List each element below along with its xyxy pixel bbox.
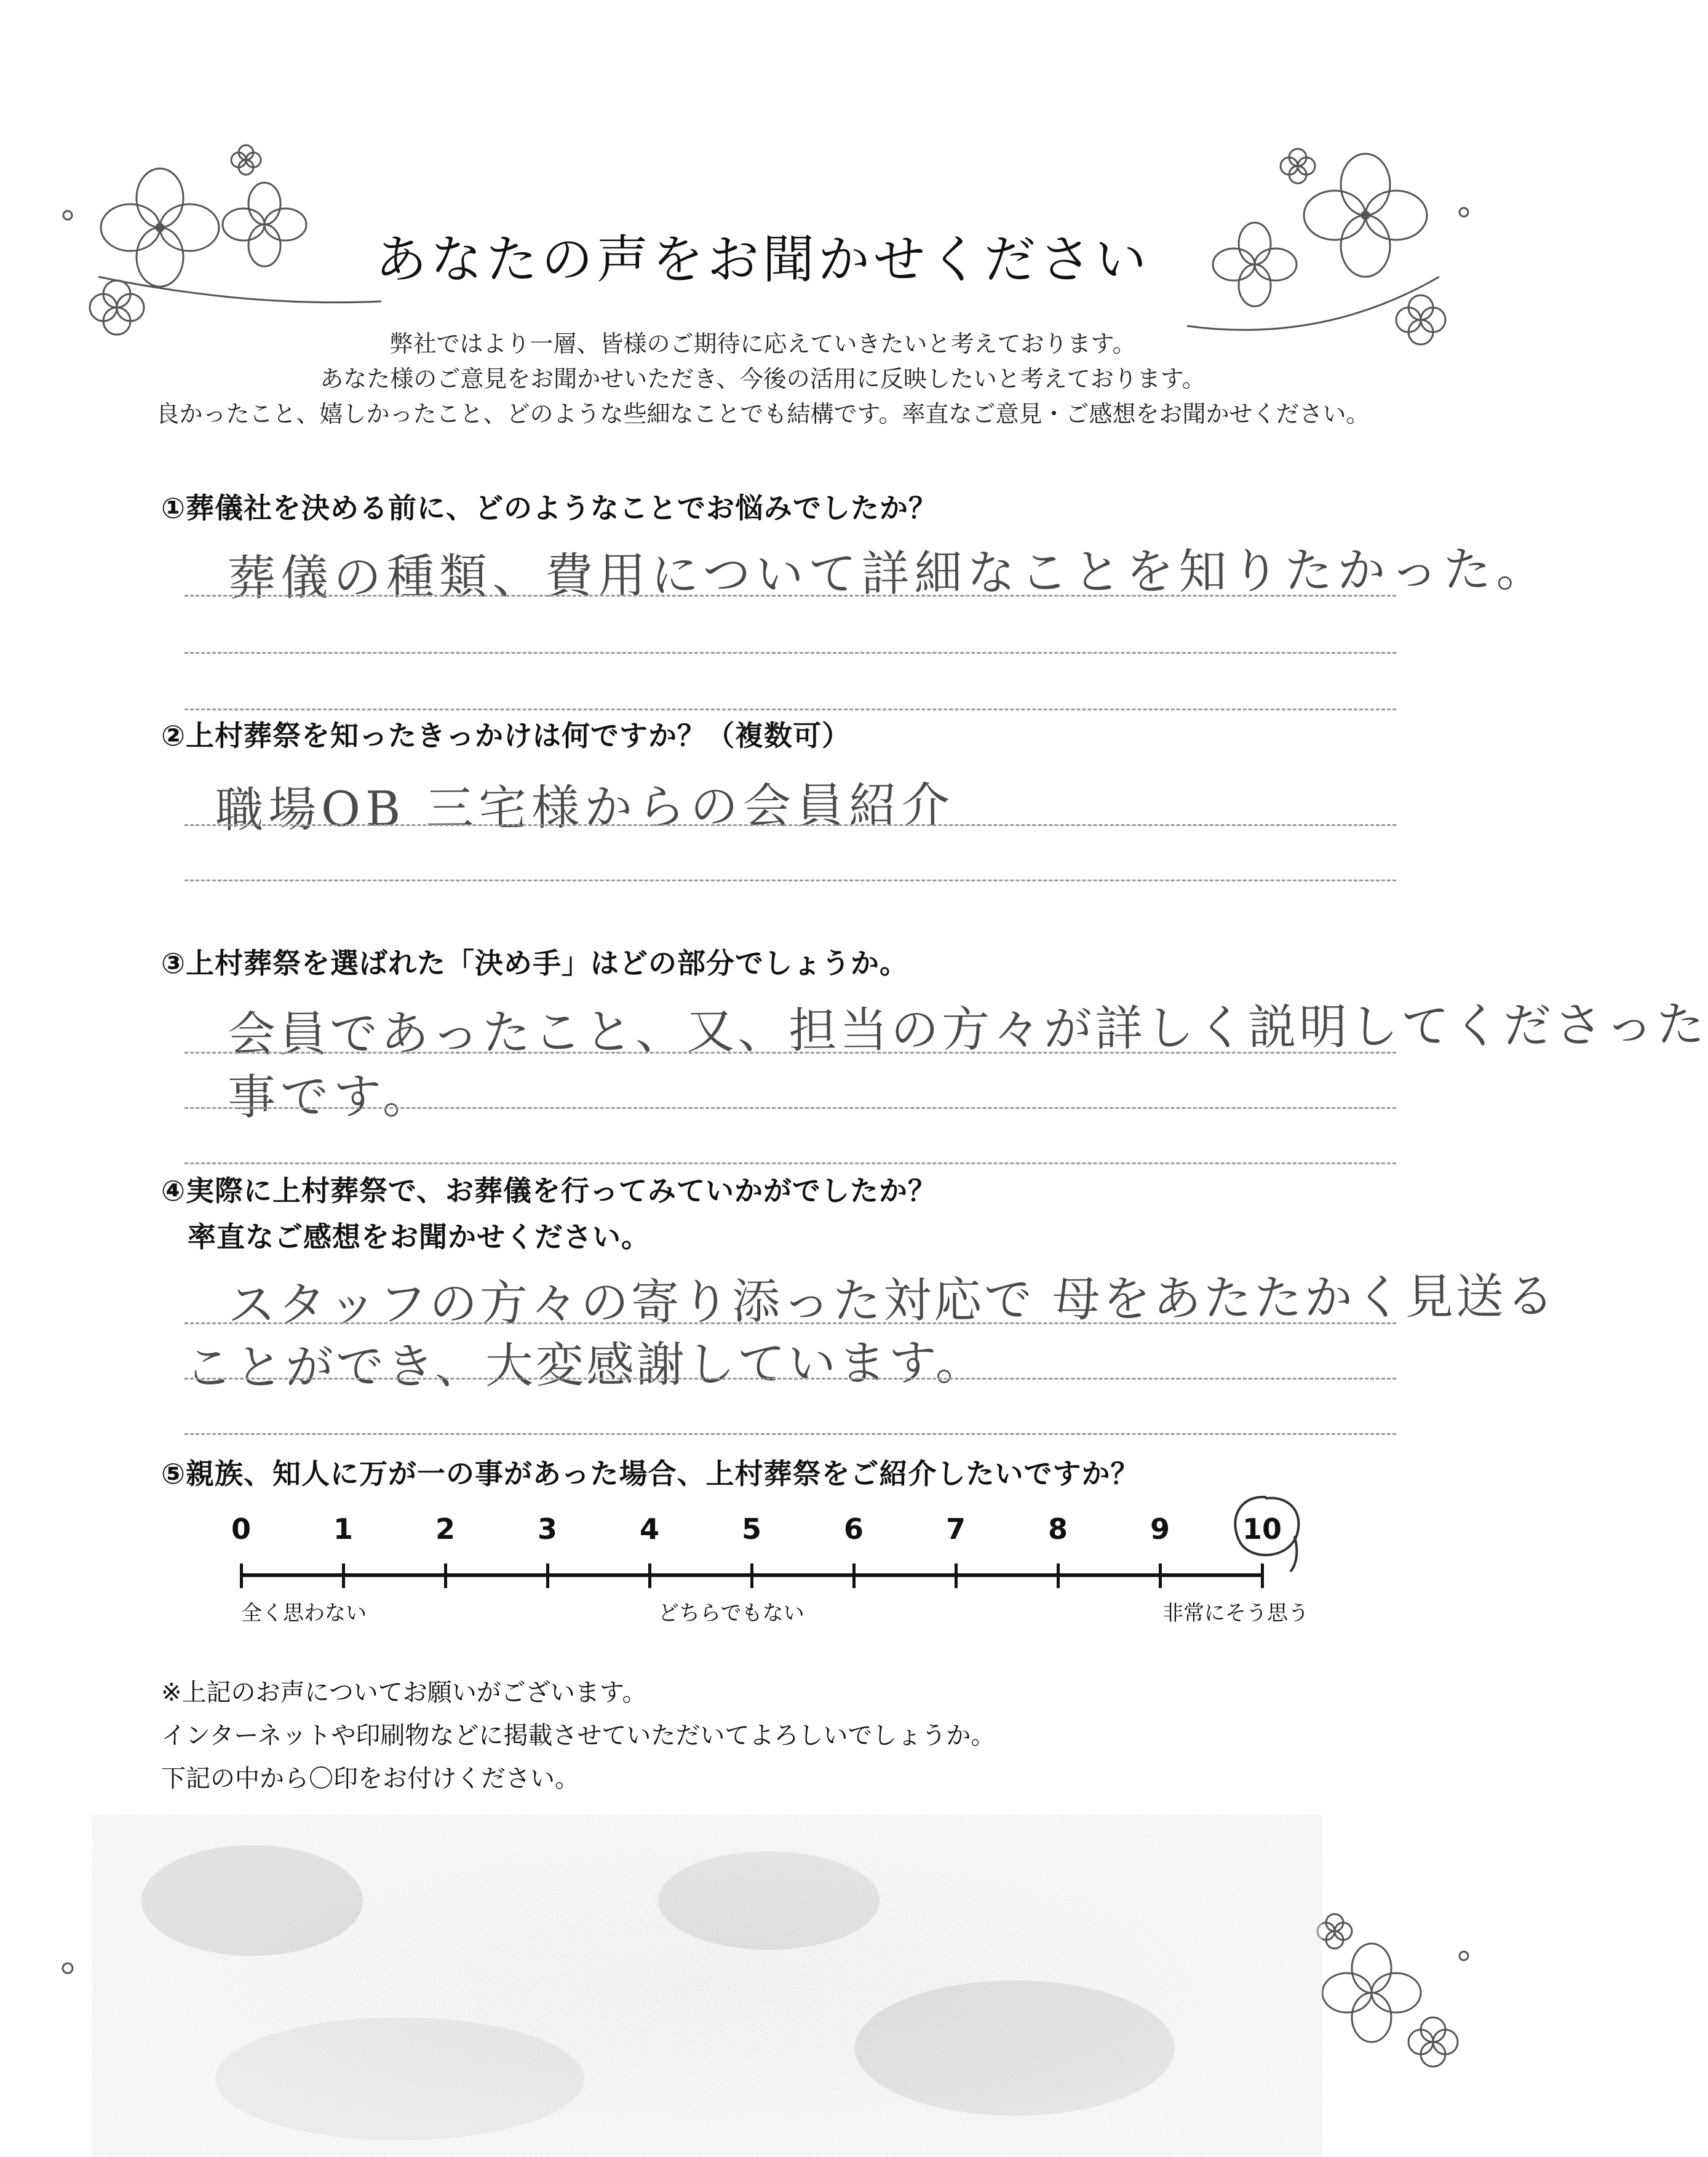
- page-title: あなたの声をお聞かせください: [375, 229, 1150, 290]
- answer-line: [185, 1052, 1396, 1054]
- scale-number-0[interactable]: 0: [231, 1512, 251, 1546]
- scale-number-6[interactable]: 6: [843, 1512, 864, 1546]
- scale-number-1[interactable]: 1: [333, 1512, 353, 1546]
- scale-number-3[interactable]: 3: [537, 1512, 557, 1546]
- question-1-answer-line-1: 葬儀の種類、費用について詳細なことを知りたかった。: [227, 542, 1549, 606]
- question-3-answer-line-2: 事です。: [227, 1068, 436, 1126]
- note-line-2: インターネットや印刷物などに掲載させていただいてよろしいでしょうか。: [161, 1722, 996, 1750]
- scale-right-label: 非常にそう思う: [1162, 1601, 1309, 1626]
- question-4-answer-line-2: ことができ、大変感謝しています。: [184, 1335, 986, 1396]
- scale-number-7[interactable]: 7: [945, 1512, 966, 1546]
- answer-line: [185, 595, 1396, 597]
- scale-tick: [444, 1563, 447, 1588]
- intro-line-1: 弊社ではより一層、皆様のご期待に応えていきたいと考えております。: [389, 330, 1136, 357]
- scale-tick: [750, 1563, 753, 1588]
- redacted-scribble-area: [92, 1814, 1322, 2157]
- question-4-label: ④実際に上村葬祭で、お葬儀を行ってみていかがでしたか？: [161, 1174, 937, 1207]
- scale-tick: [342, 1563, 345, 1588]
- scale-left-label: 全く思わない: [241, 1601, 367, 1626]
- scale-number-9[interactable]: 9: [1150, 1512, 1170, 1546]
- intro-line-3: 良かったこと、嬉しかったこと、どのような些細なことでも結構です。率直なご意見・ご感想をお聞かせください。: [156, 400, 1370, 427]
- question-3-answer-line-1: 会員であったこと、又、担当の方々が詳しく説明してくださった: [227, 997, 1708, 1063]
- note-line-1: ※上記のお声についてお願いがございます。: [161, 1678, 647, 1707]
- scale-tick: [648, 1563, 651, 1588]
- scale-number-8[interactable]: 8: [1047, 1512, 1068, 1546]
- answer-line: [185, 652, 1396, 654]
- rating-scale-axis: [231, 1512, 1282, 1577]
- answer-line: [185, 1107, 1396, 1109]
- scale-number-5[interactable]: 5: [741, 1512, 761, 1546]
- answer-line: [185, 1378, 1396, 1380]
- scale-tick: [1159, 1563, 1162, 1588]
- question-4-answer-line-1: スタッフの方々の寄り添った対応で 母をあたたかく見送る: [227, 1268, 1557, 1333]
- answer-line: [185, 1322, 1396, 1324]
- scale-tick: [852, 1563, 856, 1588]
- scale-number-10[interactable]: 10: [1242, 1512, 1282, 1546]
- scale-tick: [546, 1563, 549, 1588]
- intro-line-2: あなた様のご意見をお聞かせいただき、今後の活用に反映したいと考えております。: [320, 365, 1206, 392]
- question-2-label: ②上村葬祭を知ったきっかけは何ですか？（複数可）: [161, 719, 851, 752]
- question-3-label: ③上村葬祭を選ばれた「決め手」はどの部分でしょうか。: [161, 947, 908, 980]
- scale-number-4[interactable]: 4: [639, 1512, 659, 1546]
- question-4-sublabel: 率直なご感想をお聞かせください。: [188, 1220, 650, 1253]
- scale-tick: [955, 1563, 958, 1588]
- answer-line: [185, 880, 1396, 881]
- question-2-answer-line-1: 職場OB 三宅様からの会員紹介: [215, 777, 955, 838]
- small-circle-ornament-icon: [55, 1956, 80, 1980]
- answer-line: [185, 709, 1396, 710]
- selected-rating-circle-icon: [1222, 1485, 1308, 1577]
- note-line-3: 下記の中から〇印をお付けください。: [161, 1765, 579, 1793]
- answer-line: [185, 1433, 1396, 1435]
- question-1-label: ①葬儀社を決める前に、どのようなことでお悩みでしたか？: [161, 491, 937, 525]
- scale-mid-label: どちらでもない: [658, 1601, 804, 1626]
- question-5-label: ⑤親族、知人に万が一の事があった場合、上村葬祭をご紹介したいですか？: [161, 1457, 1140, 1490]
- scale-number-2[interactable]: 2: [435, 1512, 455, 1546]
- answer-line: [185, 1162, 1396, 1164]
- scale-tick: [1057, 1563, 1060, 1588]
- scale-tick: [240, 1563, 243, 1588]
- answer-line: [185, 824, 1396, 826]
